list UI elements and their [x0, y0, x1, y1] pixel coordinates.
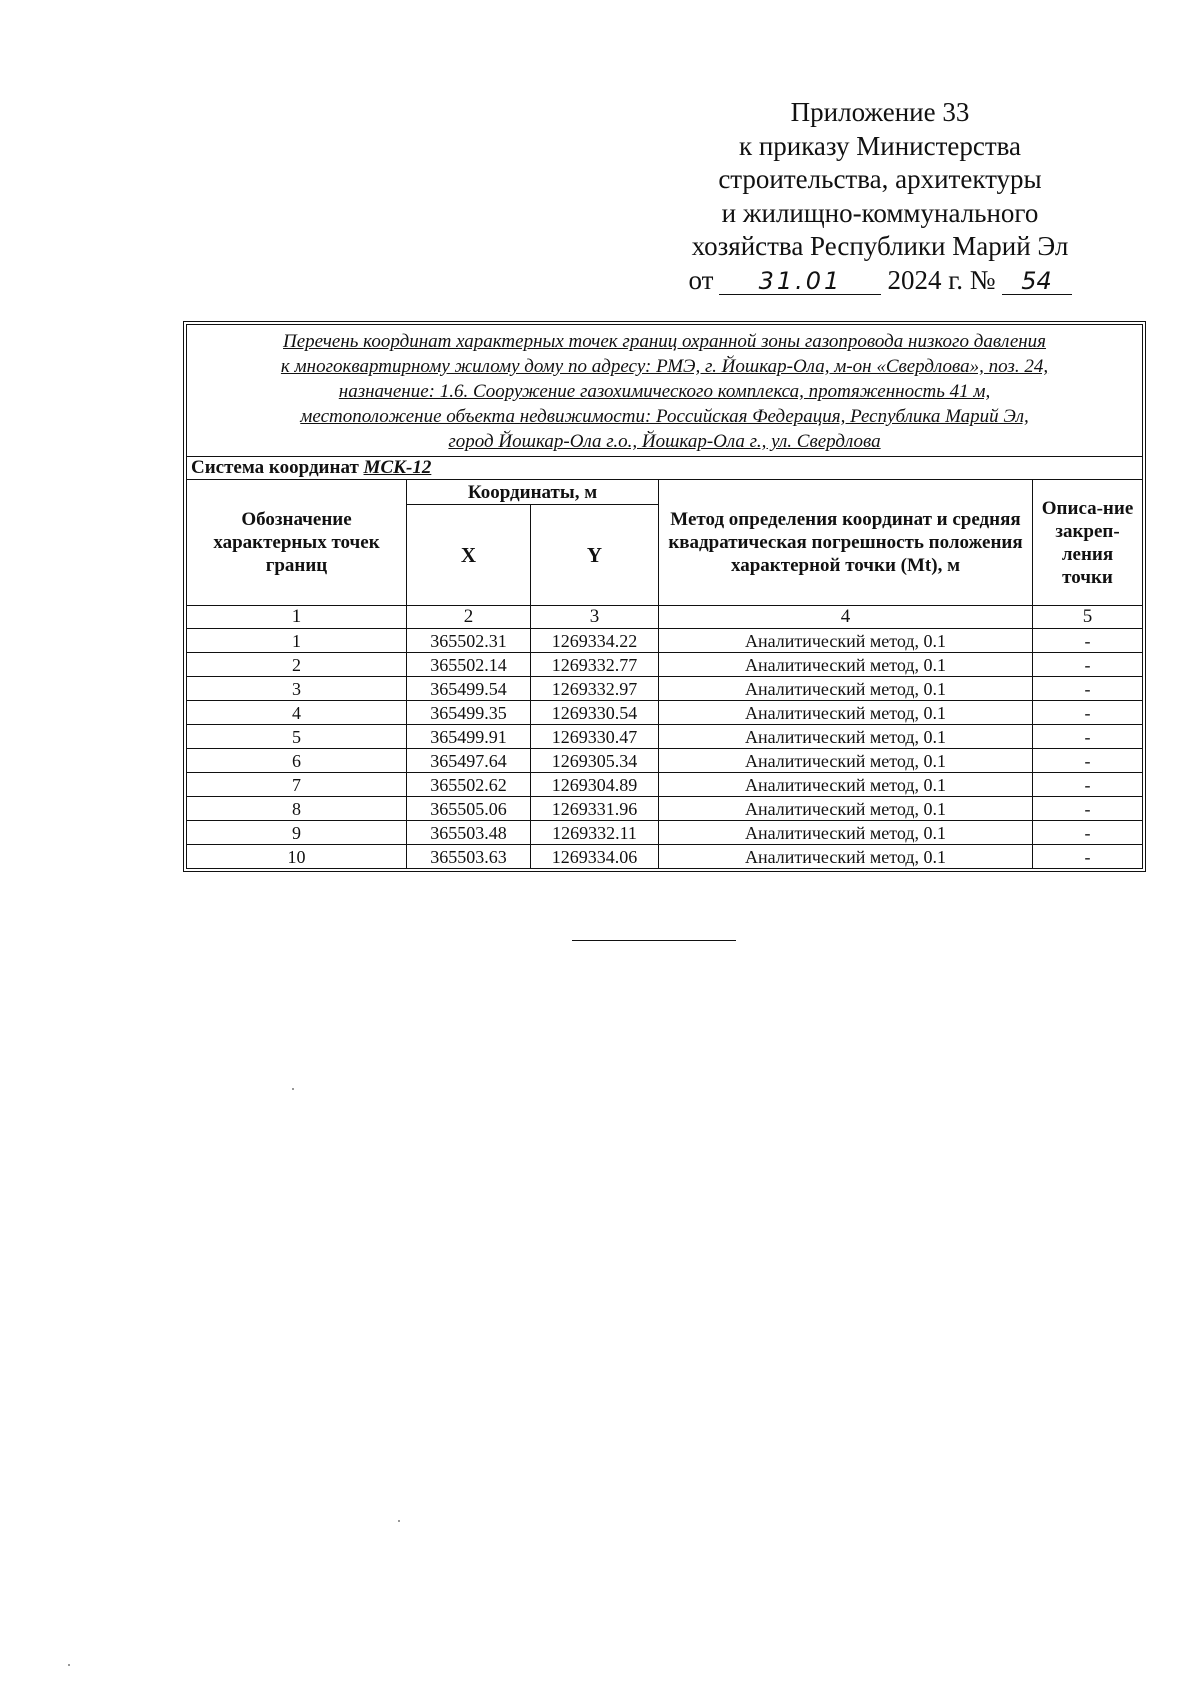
- x-coordinate-cell: 365499.91: [407, 725, 531, 749]
- header-line-order: к приказу Министерства: [738, 130, 1022, 161]
- year-number-label: 2024 г. №: [887, 264, 996, 295]
- caption-line: назначение: 1.6. Сооружение газохимического комплекса, протяженность 41 м,: [338, 381, 991, 402]
- description-cell: -: [1033, 749, 1143, 773]
- column-number: 4: [659, 606, 1033, 629]
- caption-line: город Йошкар-Ола г.о., Йошкар-Ола г., ул. Свердлова: [448, 431, 881, 452]
- header-row-1: [187, 480, 1143, 505]
- x-coordinate-cell: 365503.63: [407, 845, 531, 869]
- x-coordinate-cell: 365499.35: [407, 701, 531, 725]
- method-cell: Аналитический метод, 0.1: [659, 701, 1033, 725]
- coord-system: [187, 457, 1143, 480]
- table-row: [187, 821, 1143, 845]
- y-coordinate-cell: 1269330.54: [531, 701, 659, 725]
- coord-system-value: МСК-12: [363, 457, 432, 478]
- description-cell: -: [1033, 677, 1143, 701]
- point-number-cell: 2: [187, 653, 407, 677]
- caption-line: Перечень координат характерных точек границ охранной зоны газопровода низкого давления: [283, 331, 1047, 352]
- appendix-header: [640, 96, 1120, 298]
- date-prefix: от: [688, 264, 714, 295]
- method-cell: Аналитический метод, 0.1: [659, 749, 1033, 773]
- appendix-title: Приложение 33: [790, 97, 970, 127]
- header-x: X: [407, 505, 531, 606]
- method-cell: Аналитический метод, 0.1: [659, 845, 1033, 869]
- y-coordinate-cell: 1269332.77: [531, 653, 659, 677]
- table-caption: [187, 325, 1143, 457]
- point-number-cell: 9: [187, 821, 407, 845]
- column-number: 3: [531, 606, 659, 629]
- table-row: [187, 845, 1143, 869]
- method-cell: Аналитический метод, 0.1: [659, 629, 1033, 653]
- description-cell: -: [1033, 797, 1143, 821]
- table-row: [187, 749, 1143, 773]
- description-cell: -: [1033, 653, 1143, 677]
- point-number-cell: 3: [187, 677, 407, 701]
- description-cell: -: [1033, 821, 1143, 845]
- table-caption-row: [187, 325, 1143, 457]
- point-number-cell: 8: [187, 797, 407, 821]
- method-cell: Аналитический метод, 0.1: [659, 725, 1033, 749]
- point-number-cell: 1: [187, 629, 407, 653]
- y-coordinate-cell: 1269330.47: [531, 725, 659, 749]
- column-number-row: [187, 606, 1143, 629]
- table-row: [187, 725, 1143, 749]
- table-row: [187, 653, 1143, 677]
- header-line-ministry: строительства, архитектуры: [718, 164, 1042, 195]
- y-coordinate-cell: 1269305.34: [531, 749, 659, 773]
- handwritten-order-number: 54: [1002, 268, 1072, 295]
- x-coordinate-cell: 365502.31: [407, 629, 531, 653]
- y-coordinate-cell: 1269331.96: [531, 797, 659, 821]
- header-line-housing: и жилищно-коммунального: [721, 197, 1039, 228]
- x-coordinate-cell: 365499.54: [407, 677, 531, 701]
- method-cell: Аналитический метод, 0.1: [659, 653, 1033, 677]
- header-description: Описа-ние закреп-ления точки: [1033, 480, 1143, 606]
- scan-speck: [292, 1088, 294, 1090]
- header-designation: Обозначение характерных точек границ: [187, 480, 407, 606]
- scan-speck: [398, 1520, 400, 1522]
- handwritten-date: 31.01: [719, 268, 881, 295]
- y-coordinate-cell: 1269334.22: [531, 629, 659, 653]
- description-cell: -: [1033, 725, 1143, 749]
- method-cell: Аналитический метод, 0.1: [659, 821, 1033, 845]
- description-cell: -: [1033, 773, 1143, 797]
- caption-line: местоположение объекта недвижимости: Российская Федерация, Республика Марий Эл,: [300, 406, 1029, 427]
- point-number-cell: 10: [187, 845, 407, 869]
- header-line-republic: хозяйства Республики Марий Эл: [691, 231, 1069, 262]
- column-number: 1: [187, 606, 407, 629]
- point-number-cell: 7: [187, 773, 407, 797]
- end-divider: [572, 940, 736, 941]
- caption-line: к многоквартирному жилому дому по адресу: РМЭ, г. Йошкар-Ола, м-он «Свердлова», поз. 24,: [280, 356, 1049, 377]
- y-coordinate-cell: 1269304.89: [531, 773, 659, 797]
- y-coordinate-cell: 1269332.11: [531, 821, 659, 845]
- description-cell: -: [1033, 701, 1143, 725]
- scan-speck: [68, 1664, 70, 1666]
- order-date-line: [640, 264, 1120, 298]
- x-coordinate-cell: 365505.06: [407, 797, 531, 821]
- table-row: [187, 773, 1143, 797]
- table-body: [187, 629, 1143, 869]
- y-coordinate-cell: 1269332.97: [531, 677, 659, 701]
- coord-system-label: Система координат: [191, 457, 359, 478]
- method-cell: Аналитический метод, 0.1: [659, 773, 1033, 797]
- point-number-cell: 4: [187, 701, 407, 725]
- x-coordinate-cell: 365497.64: [407, 749, 531, 773]
- y-coordinate-cell: 1269334.06: [531, 845, 659, 869]
- description-cell: -: [1033, 845, 1143, 869]
- table-row: [187, 701, 1143, 725]
- method-cell: Аналитический метод, 0.1: [659, 677, 1033, 701]
- x-coordinate-cell: 365502.14: [407, 653, 531, 677]
- x-coordinate-cell: 365502.62: [407, 773, 531, 797]
- column-number: 5: [1033, 606, 1143, 629]
- header-coordinates: Координаты, м: [407, 480, 659, 505]
- coordinates-table: [186, 324, 1143, 869]
- table-row: [187, 629, 1143, 653]
- table-row: [187, 797, 1143, 821]
- table-row: [187, 677, 1143, 701]
- x-coordinate-cell: 365503.48: [407, 821, 531, 845]
- header-method: Метод определения координат и средняя квадратическая погрешность положения характерной точки (Mt), м: [659, 480, 1033, 606]
- coord-system-row: [187, 457, 1143, 480]
- header-y: Y: [531, 505, 659, 606]
- point-number-cell: 6: [187, 749, 407, 773]
- method-cell: Аналитический метод, 0.1: [659, 797, 1033, 821]
- description-cell: -: [1033, 629, 1143, 653]
- column-number: 2: [407, 606, 531, 629]
- point-number-cell: 5: [187, 725, 407, 749]
